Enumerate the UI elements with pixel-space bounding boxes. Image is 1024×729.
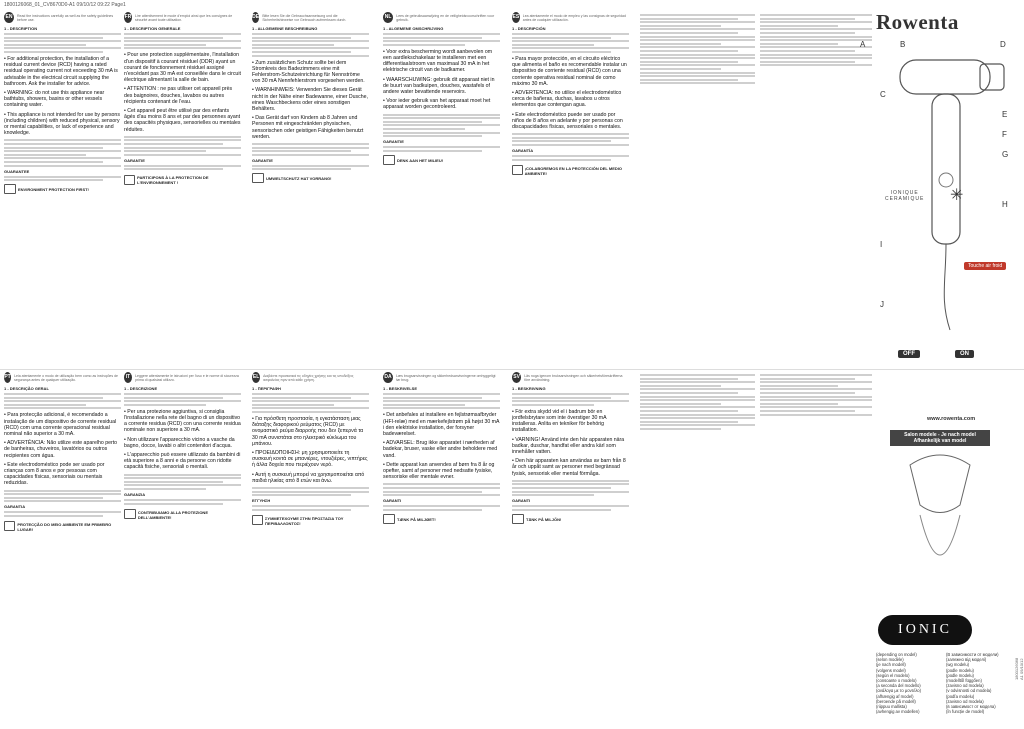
environment-heading: DENK AAN HET MILIEU! xyxy=(397,157,444,163)
crossed-bin-icon xyxy=(383,514,395,524)
section-heading: 1 - DESCRIÇÃO GERAL xyxy=(4,386,49,391)
label-a: A xyxy=(860,40,866,49)
model-note: (selon modèle) xyxy=(876,657,904,663)
section-heading: 1 - BESKRIVELSE xyxy=(383,386,418,391)
lang-badge: IT xyxy=(124,372,132,383)
lang-badge: ES xyxy=(512,12,520,23)
model-note: (afhængig af model) xyxy=(876,693,914,699)
model-note: (riippuu mallista) xyxy=(876,704,907,710)
website-link: www.rowenta.com xyxy=(927,416,976,422)
off-label: OFF xyxy=(898,350,920,358)
lang-badge: EN xyxy=(4,12,14,23)
lang-badge: PT xyxy=(4,372,11,383)
salon-model-banner xyxy=(890,430,990,446)
ionic-logo: IONIC xyxy=(878,615,972,645)
model-note: (залежно від моделі) xyxy=(946,657,987,663)
label-i: I xyxy=(880,240,883,249)
label-e: E xyxy=(1002,110,1008,119)
rcd-paragraph: • För extra skydd vid el i badrum bör en jordfelsbrytare som inte överstiger 30 mA installeras. Anlita en tekniker för behörig installation. xyxy=(512,408,607,434)
crossed-bin-icon xyxy=(512,514,524,524)
model-note: (zavisno od modela) xyxy=(946,683,984,689)
guarantee-heading: ΕΓΓΥΗΣΗ xyxy=(252,498,271,504)
lang-badge: DA xyxy=(383,372,393,383)
column-extra-bottom-b xyxy=(760,372,872,724)
section-heading: 1 - ALLGEMEINE BESCHREIBUNG xyxy=(252,26,318,31)
guarantee-heading: GARANTIA xyxy=(4,504,26,510)
crossed-bin-icon xyxy=(4,184,16,194)
guarantee-heading: GARANTIE xyxy=(124,157,145,163)
section-heading: 1 - DESCRIPTION xyxy=(4,26,38,31)
column-hint: Läs noga igenom bruksanvisningen och säkerhetsföreskrifterna före användning. xyxy=(524,373,623,382)
warning-paragraph: • ADVERTÊNCIA: Não utilize este aparelho perto de banheiras, chuveiros, lavatórios ou outros recipientes com água. xyxy=(4,440,118,459)
crossed-bin-icon xyxy=(4,521,15,531)
column-hint: Leia atentamente o modo de utilização bem como as instruções de segurança antes de qualquer utilização. xyxy=(14,373,118,382)
lang-badge: EL xyxy=(252,372,260,383)
model-list-right xyxy=(946,652,999,714)
model-note: (según el modelo) xyxy=(876,672,910,678)
fold-divider xyxy=(0,369,1024,370)
usage-paragraph: • Dette apparat kan anvendes af børn fra 8 år og opefter, samt af personer med nedsatte fysiske, sensoriske eller mentale evner. xyxy=(383,461,495,481)
crossed-bin-icon xyxy=(383,155,395,165)
label-g: G xyxy=(1002,150,1009,159)
usage-paragraph: • Voor ieder gebruik van het apparaat moet het apparaat worden gecontroleerd. xyxy=(383,98,491,111)
section-heading: 1 - DESCRIZIONE xyxy=(124,386,158,391)
column-sv xyxy=(512,372,629,724)
lang-badge: FR xyxy=(124,12,132,23)
label-f: F xyxy=(1002,130,1007,139)
environment-heading: ENVIRONMENT PROTECTION FIRST! xyxy=(18,187,89,193)
column-hint: Διαβάστε προσεκτικά τις οδηγίες χρήσης και τις υποδείξεις ασφαλείας πριν από κάθε χρήση. xyxy=(263,373,354,382)
rcd-paragraph: • Para protecção adicional, é recomendado a instalação de um dispositivo de corrente residual (RCD) com uma corrente operacional residual nominal não superior a 30 mA. xyxy=(4,412,117,437)
column-hint: Lire attentivement le mode d'emploi ainsi que les consignes de sécurité avant toute utilisation. xyxy=(135,13,233,22)
model-note: (a seconda del modello) xyxy=(876,683,921,689)
warning-paragraph: • ΠΡΟΕΙΔΟΠΟΙΗΣΗ: μη χρησιμοποιείτε τη συσκευή κοντά σε μπανιέρες, ντουζιέρες, νιπτήρες ή άλλα δοχεία που περιέχουν νερό. xyxy=(252,449,368,469)
column-de xyxy=(252,12,369,368)
diffuser-illustration xyxy=(890,445,990,605)
salon-line-1: Salon modele - Je nach model xyxy=(904,432,976,438)
column-it xyxy=(124,372,241,724)
cold-air-button-label: Touche air froid xyxy=(964,262,1006,270)
column-en xyxy=(4,12,121,368)
rcd-paragraph: • For additional protection, the installation of a residual current device (RCD) having a rated residual operating current not exceeding 30 mA is advisable in the electrical circuit supplying the bathroom. Ask the installer for advice. xyxy=(4,55,118,87)
environment-heading: PARTICIPONS À LA PROTECTION DE L'ENVIRONNEMENT ! xyxy=(137,175,209,186)
environment-heading: ΣΥΜΜΕΤΕΧΟΥΜΕ ΣΤΗΝ ΠΡΟΣΤΑΣΙΑ ΤΟΥ ΠΕΡΙΒΑΛΛΟΝΤΟΣ! xyxy=(265,515,344,526)
rcd-paragraph: • Para mayor protección, en el circuito eléctrico que alimenta el baño es recomendable instalar un dispositivo de corriente residual (RCD) con una corriente operativa residual nominal de como máximo 30 mA. xyxy=(512,55,627,87)
section-heading: 1 - ΠΕΡΙΓΡΑΦΗ xyxy=(252,386,281,391)
model-note: (consoante o modelo) xyxy=(876,678,917,684)
usage-paragraph: • Este electrodoméstico pode ser usado por crianças com 8 anos e por pessoas com capacidades físicas, sensoriais ou mentais reduzidas. xyxy=(4,461,105,487)
model-note: (depending on model) xyxy=(876,652,917,657)
warning-paragraph: • WAARSCHUWING: gebruik dit apparaat niet in de buurt van badkuipen, douches, wastafels of andere water bevattende reservoirs. xyxy=(383,76,495,95)
rcd-paragraph: • Pour une protection supplémentaire, l'installation d'un dispositif à courant résiduel (DDR) ayant un courant de fonctionnement résiduel assigné n'excédant pas 30 mA est conseillée dans le circuit électrique alimentant la salle de bain. xyxy=(124,52,241,84)
usage-paragraph: • Αυτή η συσκευή μπορεί να χρησιμοποιείται από παιδιά ηλικίας από 8 ετών και άνω. xyxy=(252,471,365,484)
label-h: H xyxy=(1002,200,1008,209)
warning-paragraph: • WARNING: do not use this appliance near bathtubs, showers, basins or other vessels containing water. xyxy=(4,89,105,109)
column-hint: Read the instructions carefully as well as the safety guidelines before use. xyxy=(16,13,114,22)
column-el xyxy=(252,372,369,724)
rcd-paragraph: • Voor extra bescherming wordt aanbevolen om een aardlekschakelaar te installeren met een differentiaalstroom van maximaal 30 mA in het elektrische circuit van de badkamer. xyxy=(383,48,493,74)
warning-paragraph: • ADVERTENCIA: no utilice el electrodoméstico cerca de bañeras, duchas, lavabos u otros elementos que contengan agua. xyxy=(512,89,622,109)
crossed-bin-icon xyxy=(252,515,263,525)
guarantee-heading: GARANTIE xyxy=(383,139,404,145)
crossed-bin-icon xyxy=(124,175,135,185)
section-heading: 1 - DESCRIPCIÓN xyxy=(512,26,546,31)
column-hint: Lees de gebruiksaanwijzing en de veiligheidsvoorschriften voor gebruik. xyxy=(396,13,495,22)
label-c: C xyxy=(880,90,886,99)
column-extra-top-a xyxy=(640,12,755,368)
column-nl xyxy=(383,12,500,368)
section-heading: 1 - ALGEMENE OMSCHRIJVING xyxy=(383,26,444,31)
crossed-bin-icon xyxy=(512,165,523,175)
environment-heading: CONTRIBUIAMO ALLA PROTEZIONE DELL'AMBIENTE! xyxy=(137,509,208,520)
guarantee-heading: GARANTIE xyxy=(252,157,273,163)
model-note: (beroende på modell) xyxy=(876,698,916,704)
warning-paragraph: • WARNHINWEIS: Verwenden Sie dieses Gerät nicht in der Nähe einer Badewanne, einer Dusche, eines Waschbeckens oder eines sonstigen Behälters. xyxy=(252,87,368,112)
environment-heading: TÄNK PÅ MILJÖN! xyxy=(526,516,562,522)
model-note: (podľa modelu) xyxy=(946,693,975,699)
usage-paragraph: • Cet appareil peut être utilisé par des enfants âgés d'au moins 8 ans et par des personnes ayant des capacités physiques, sensorielles ou mentales réduites. xyxy=(124,108,241,133)
rcd-paragraph: • Per una protezione aggiuntiva, si consiglia l'installazione nella rete del bagno di un dispositivo a corrente residua (RCD) con una corrente residua nominale non superiore a 30 mA. xyxy=(124,408,241,434)
model-note: (je nach modell) xyxy=(876,662,906,668)
ionic-badge-line1: IONIQUE xyxy=(890,190,919,196)
column-da xyxy=(383,372,500,724)
model-note: (wg modelu) xyxy=(946,662,970,668)
usage-paragraph: • Das Gerät darf von Kindern ab 8 Jahren und Personen mit eingeschränkten physischen, sensorischen oder geistigen Fähigkeiten benutzt werden. xyxy=(252,115,364,140)
model-list-left xyxy=(876,652,921,714)
column-hint: Lea atentamente el modo de empleo y las consignas de seguridad antes de cualquier utilización. xyxy=(522,13,626,22)
brand-logo: Rowenta xyxy=(876,10,959,34)
column-hint: Bitte lesen Sie die Gebrauchsanweisung und die Sicherheitshinweise vor Gebrauch aufmerksam durch. xyxy=(262,13,347,22)
environment-heading: PROTECÇÃO DO MEIO AMBIENTE EM PRIMEIRO LUGAR! xyxy=(17,521,112,532)
model-note: (modelltől függően) xyxy=(946,678,982,684)
model-note: (zavisno od modela) xyxy=(946,698,984,704)
column-fr xyxy=(124,12,241,368)
crossed-bin-icon xyxy=(252,173,264,183)
guarantee-heading: GARANZIA xyxy=(124,491,146,497)
side-reference: 1800126068 A1 09/10/12 xyxy=(1014,657,1024,680)
column-pt xyxy=(4,372,121,724)
model-note: (podle modelu) xyxy=(946,667,974,673)
environment-heading: TÆNK PÅ MILJØET! xyxy=(397,516,436,522)
usage-paragraph: • Den här apparaten kan användas av barn från 8 år och uppåt samt av personer med begränsad fysisk, sensorisk eller mental förmåga. xyxy=(512,458,626,477)
model-note: (В зависимости от модели) xyxy=(946,652,999,657)
guarantee-heading: GARANTI xyxy=(512,498,531,504)
section-heading: 1 - DESCRIPTION GENERALE xyxy=(124,26,181,31)
guarantee-heading: GARANTI xyxy=(383,498,402,504)
usage-paragraph: • Este electrodoméstico puede ser usado por niños de 8 años en adelante y por personas con discapacidades físicas, sensoriales o mentales. xyxy=(512,111,623,130)
model-note: (в зависимост от модела) xyxy=(946,704,996,710)
label-b: B xyxy=(900,40,906,49)
section-heading: 1 - BESKRIVNING xyxy=(512,386,546,391)
warning-paragraph: • VARNING! Använd inte den här apparaten nära badkar, duschar, handfat eller andra kärl som innehåller vatten. xyxy=(512,436,625,455)
model-note: (volgens model) xyxy=(876,667,906,673)
column-hint: Leggere attentamente le istruzioni per l'uso e le norme di sicurezza prima di qualsiasi utilizzo. xyxy=(135,373,239,382)
guarantee-heading: GUARANTEE xyxy=(4,168,30,174)
usage-paragraph: • This appliance is not intended for use by persons (including children) with reduced physical, sensory or mental capabilities, or lack of experience and knowledge. xyxy=(4,111,120,137)
environment-heading: UMWELTSCHUTZ HAT VORRANG! xyxy=(266,176,332,182)
column-es xyxy=(512,12,629,368)
on-label: ON xyxy=(955,350,974,358)
rcd-paragraph: • Για πρόσθετη προστασία, η εγκατάσταση μιας διάταξης διαφορικού ρεύματος (RCD) με ονομαστικό ρεύμα διαρροής που δεν ξεπερνά τα 30 mA συνιστάται στο ηλεκτρικό κύκλωμα του μπάνιου. xyxy=(252,415,364,447)
warning-paragraph: • Non utilizzare l'apparecchio vicino a vasche da bagno, docce, lavabi o altri contenitori d'acqua. xyxy=(124,436,235,449)
warning-paragraph: • ATTENTION : ne pas utiliser cet appareil près des baignoires, douches, lavabos ou autres récipients contenant de l'eau. xyxy=(124,86,233,105)
crossed-bin-icon xyxy=(124,509,136,519)
ionic-star-icon: ✳ xyxy=(950,187,964,204)
usage-paragraph: • L'apparecchio può essere utilizzato da bambini di età superiore a 8 anni e da persone con ridotte capacità fisiche, sensoriali o mentali. xyxy=(124,452,241,471)
lang-badge: SV xyxy=(512,372,521,383)
file-header-line: 1800126068_01_CV8670D0-A1 09/10/12 09:22 Page1 xyxy=(4,2,126,8)
model-note: (în funcție de model) xyxy=(946,709,985,715)
column-extra-top-b xyxy=(760,12,872,368)
environment-heading: ¡COLABOREMOS EN LA PROTECCIÓN DEL MEDIO AMBIENTE! xyxy=(524,165,622,176)
label-j: J xyxy=(880,300,884,309)
column-extra-bottom-a xyxy=(640,372,755,724)
guarantee-heading: GARANTÍA xyxy=(512,147,534,153)
warning-paragraph: • ADVARSEL: Brug ikke apparatet i nærheden af badekar, bruser, vaske eller andre beholdere med vand. xyxy=(383,440,498,459)
model-note: (avhengig av modellen) xyxy=(876,709,920,715)
label-d: D xyxy=(1000,40,1006,49)
rcd-paragraph: • Det anbefales at installere en fejlstrømsafbryder (HFI-relæ) med en mærkefejlstrøm på højst 30 mA i den elektriske installation, der forsyner badeværelset. xyxy=(383,412,500,437)
model-note: (v odvisnosti od modela) xyxy=(946,688,992,694)
lang-badge: DE xyxy=(252,12,259,23)
model-note: (ανάλογα με το μοντέλο) xyxy=(876,688,922,694)
rcd-paragraph: • Zum zusätzlichen Schutz sollte bei dem Stromkreis des Badezimmers eine mit Fehlerstrom-Schutzeinrichtung für Nennströme von 30 mA Nennfehlerstrom vorgesehen werden. xyxy=(252,59,365,85)
model-note: (podle modelu) xyxy=(946,672,974,678)
column-hint: Læs brugsanvisningen og sikkerhedsanvisningerne omhyggeligt før brug. xyxy=(396,373,496,382)
ionic-badge-line2: CERAMIQUE xyxy=(885,196,925,202)
lang-badge: NL xyxy=(383,12,393,23)
salon-line-2: Afhankelijk van model xyxy=(913,438,967,444)
ionic-ceramic-badge xyxy=(885,190,924,202)
